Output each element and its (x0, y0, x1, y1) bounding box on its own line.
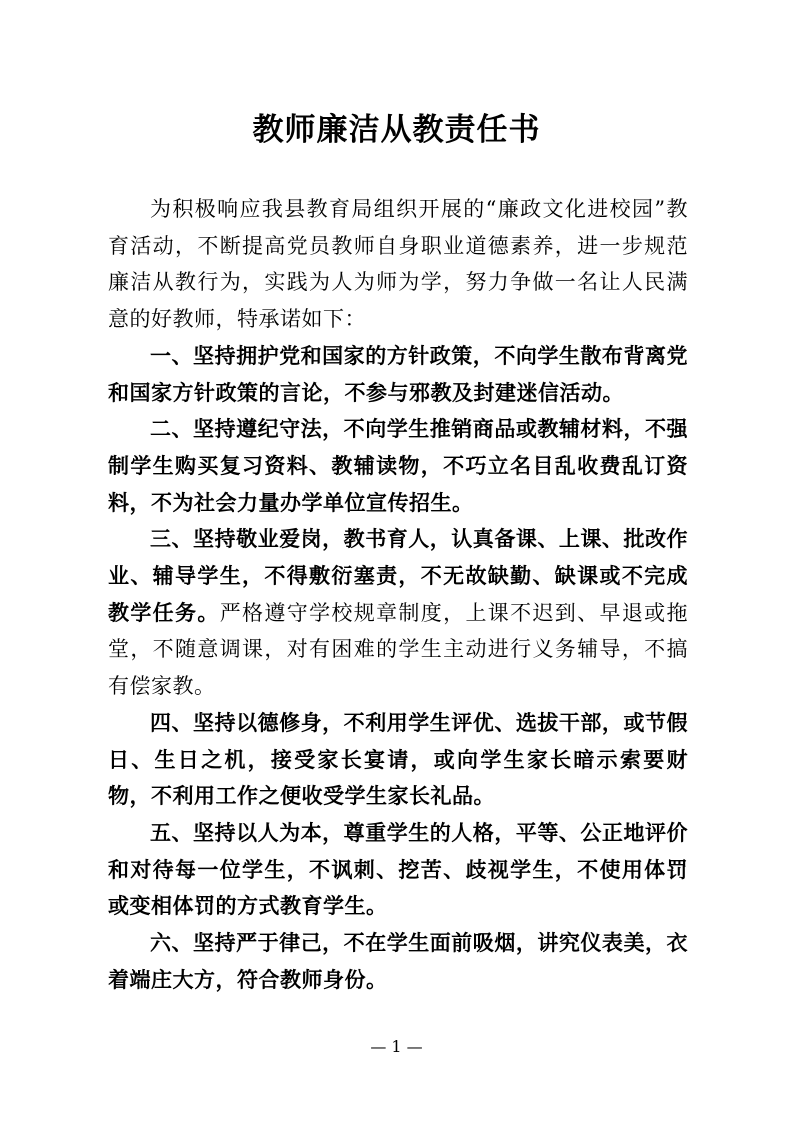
commitment-item-6-bold: 六、坚持严于律己，不在学生面前吸烟，讲究仪表美，衣着端庄大方，符合教师身份。 (108, 930, 688, 992)
commitment-item-3-normal: 严格遵守学校规章制度，上课不迟到、早退或拖堂，不随意调课，对有困难的学生主动进行义务辅导，不搞有偿家教。 (108, 600, 689, 699)
commitment-item-2-bold: 二、坚持遵纪守法，不向学生推销商品或教辅材料，不强制学生购买复习资料、教辅读物，不巧立名目乱收费乱订资料，不为社会力量办学单位宣传招生。 (108, 416, 688, 515)
commitment-item-3 (108, 521, 688, 705)
commitment-item-6 (108, 925, 688, 998)
intro-paragraph: 为积极响应我县教育局组织开展的“廉政文化进校园”教育活动，不断提高党员教师自身职业道德素养，进一步规范廉洁从教行为，实践为人为师为学，努力争做一名让人民满意的好教师，特承诺如下： (108, 197, 688, 332)
commitment-item-4 (108, 705, 688, 815)
commitment-item-5 (108, 815, 688, 925)
page-number: — 1 — (370, 1037, 423, 1056)
commitment-item-1 (108, 338, 688, 411)
commitment-item-3-bold: 三、坚持敬业爱岗，教书育人，认真备课、上课、批改作业、辅导学生，不得敷衍塞责，不无故缺勤、缺课或不完成教学任务。 (108, 526, 688, 625)
document-body (108, 191, 688, 998)
commitment-item-1-bold: 一、坚持拥护党和国家的方针政策，不向学生散布背离党和国家方针政策的言论，不参与邪教及封建迷信活动。 (108, 342, 688, 405)
commitment-item-2 (108, 411, 688, 521)
commitment-item-5-bold: 五、坚持以人为本，尊重学生的人格，平等、公正地评价和对待每一位学生，不讽刺、挖苦、歧视学生，不使用体罚或变相体罚的方式教育学生。 (108, 819, 688, 919)
commitment-item-4-bold: 四、坚持以德修身，不利用学生评优、选拔干部，或节假日、生日之机，接受家长宴请，或向学生家长暗示索要财物，不利用工作之便收受学生家长礼品。 (108, 709, 688, 809)
document-title: 教师廉洁从教责任书 (252, 112, 541, 148)
